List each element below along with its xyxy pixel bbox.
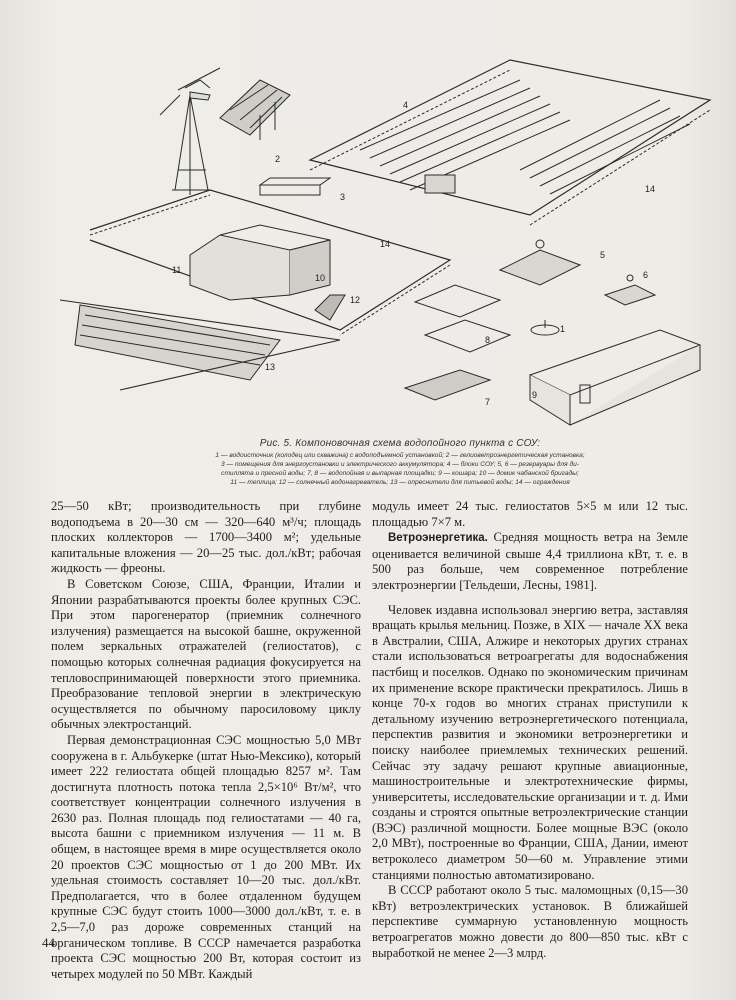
figure-legend-line: 11 — теплица; 12 — солнечный водонагреватель; 13 — опреснители для питьевой воды; 14 — ограждения [230,479,570,486]
svg-text:9: 9 [532,390,538,400]
paragraph-wind-energy [372,530,688,593]
svg-text:13: 13 [265,362,276,372]
svg-text:1: 1 [560,324,566,334]
svg-text:10: 10 [315,273,326,283]
figure-legend-line: 3 — помещения для энергоустановки и электрического аккумулятора; 4 — блоки СОУ; 5, 6 — резервуары для ди- [221,461,579,468]
figure-drawing [60,40,720,440]
section-heading: Ветроэнергетика. [388,532,488,545]
svg-text:8: 8 [485,335,491,345]
paragraph: В СССР работают около 5 тыс. маломощных (0,15—30 кВт) ветроэлектрических установок. В ближайшей перспективе суммарную установленную мощность ветроагрегатов можно довести до 800—850 тыс. кВт с выработкой не менее 2—3 млрд. [372,883,688,960]
svg-text:6: 6 [643,270,649,280]
svg-text:3: 3 [340,192,346,202]
figure-legend-line: 1 — водоисточник (колодец или скважина) с водоподъемной установкой; 2 — гелиоветроэнергетическая установка; [215,452,585,459]
left-text-column [51,499,361,982]
figure-layout-scheme [60,40,720,440]
svg-text:11: 11 [172,265,182,275]
paragraph-text: Средняя мощность ветра на Земле оценивается величиной свыше 4,4 триллиона кВт, т. е. в 500 раз больше, чем современное потребление электроэнергии [Тельдеши, Лесны, 1981]. [372,530,688,592]
page-number: 44 [42,935,55,950]
figure-title: Рис. 5. Компоновочная схема водопойного пункта с СОУ: [259,438,541,449]
windmill-leg [175,95,190,190]
svg-text:14: 14 [380,239,391,249]
svg-text:12: 12 [350,295,361,305]
right-text-column [372,499,688,961]
paragraph: Человек издавна использовал энергию ветра, заставляя вращать крылья мельниц. Позже, в XIX — начале XX века в Австралии, США, Алжире и некоторых других странах стали использоваться ветроагрегаты для водоснабжения пастбищ и поселков. Однако по экономическим причинам их применение вскоре практически прекратилось. Лишь в конце 70-х годов во многих странах приступили к детальному изучению ветроэнергетического потенциала, перспектив развития и экономики ветроэнергетики и поиску наиболее приемлемых технических решений. Сейчас эту задачу решают крупные авиационные, машиностроительные и электротехнические фирмы, университеты, исследовательские организации и т. д. Ими созданы и строятся опытные ветроэлектрические станции (ВЭС) различной мощности. Более мощные ВЭС (около 2,0 МВт), построенные во Франции, США, Дании, имеют ветроколесо диаметром 50—60 м. Управление этими станциями полностью автоматизировано. [372,602,688,882]
svg-text:7: 7 [485,397,491,407]
paragraph: В Советском Союзе, США, Франции, Италии и Японии разрабатываются проекты более крупных СЭС. При этом парогенератор (приемник солнечного излучения) размещается на высокой башне, окруженной полем зеркальных отражателей (гелиостатов), с помощью которых солнечная радиация фокусируется на тепловоспринимающей поверхности этого приемника. Преобразование тепловой энергии в электрическую осуществляется по обычному паросиловому циклу обычных электростанций. [51,576,361,732]
svg-text:14: 14 [645,184,656,194]
svg-text:5: 5 [600,250,606,260]
windmill-leg [190,95,208,190]
svg-text:2: 2 [275,154,281,164]
figure-caption [170,438,630,487]
paragraph: модуль имеет 24 тыс. гелиостатов 5×5 м или 12 тыс. площадью 7×7 м. [372,499,688,529]
paragraph: 25—50 кВт; производительность при глубине водоподъема в 20—30 см — 320—640 м³/ч; площадь плоских коллекторов — 1700—3400 м²; удельные капитальные вложения — 20—25 тыс. дол./кВт; рабочая жидкость — фреоны. [51,499,361,576]
paragraph: Первая демонстрационная СЭС мощностью 5,0 МВт сооружена в г. Альбукерке (штат Нью-Мексико), который имеет 222 гелиостата общей площадью 8257 м². Там достигнута плотность потока тепла 2,5×10⁶ Вт/м², что соответствует концентрации солнечного излучения в 2630 раз. Полная площадь под гелиостатами — 40 га, высота башни с приемником излучения — 11 м. В общем, в настоящее время в мире осуществляется около 20 проектов СЭС мощностью от 1 до 200 МВт. Их удельная стоимость составляет 10—20 тыс. дол./кВт. Предполагается, что в более отдаленном будущем крупные СЭС будут стоить 1000—3000 дол./кВт, т. е. в 2,5—7,0 раз дороже современных станций на органическом топливе. В СССР намечается разработка проекта СЭС мощностью 200 Вт, которая состоит из четырех модулей по 50 МВт. Каждый [51,732,361,981]
figure-legend-line: стиллята и пресной воды; 7, 8 — водопойная и выпарная площадки; 9 — кошара; 10 — домик чабанской бригады; [221,470,579,477]
svg-text:4: 4 [403,100,409,110]
figure-legend [170,451,630,487]
